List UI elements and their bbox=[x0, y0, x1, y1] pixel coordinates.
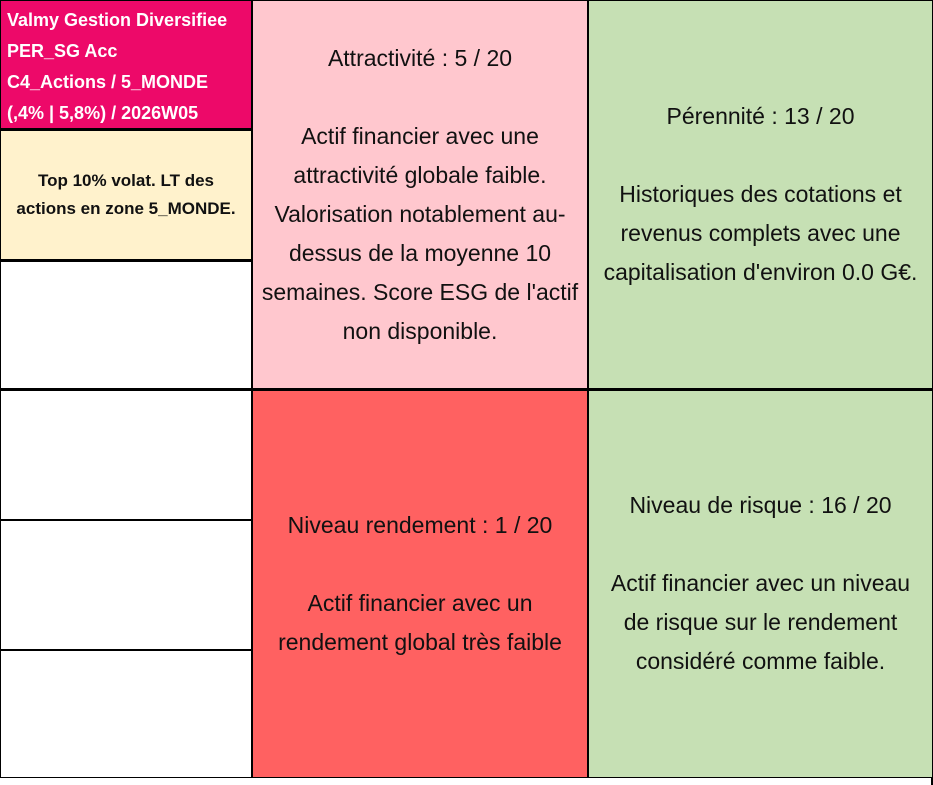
volatility-note: Top 10% volat. LT des actions en zone 5_MONDE. bbox=[16, 171, 236, 218]
fund-title-cell bbox=[0, 0, 252, 130]
blank-cell-1 bbox=[0, 261, 252, 389]
rendement-cell bbox=[252, 389, 588, 778]
attractivite-body: Actif financier avec une attractivité globale faible. Valorisation notablement au-dessus de la moyenne 10 semaines. Score ESG de l'actif non disponible. bbox=[261, 122, 579, 344]
risque-cell bbox=[588, 389, 933, 778]
rendement-body: Actif financier avec un rendement global très faible bbox=[278, 589, 562, 655]
perennite-heading: Pérennité : 13 / 20 bbox=[666, 103, 855, 129]
blank-cell-2 bbox=[0, 389, 252, 520]
risque-body: Actif financier avec un niveau de risque sur le rendement considéré comme faible. bbox=[610, 570, 911, 674]
fund-name: Valmy Gestion Diversifiee bbox=[7, 10, 228, 30]
bottom-border bbox=[0, 777, 933, 778]
fund-period: (,4% | 5,8%) / 2026W05 bbox=[7, 103, 199, 123]
fund-category: C4_Actions / 5_MONDE bbox=[7, 72, 209, 92]
perennite-body: Historiques des cotations et revenus complets avec une capitalisation d'environ 0.0 G€. bbox=[603, 181, 918, 285]
blank-cell-4 bbox=[0, 650, 252, 778]
blank-cell-3 bbox=[0, 520, 252, 650]
row-divider bbox=[0, 388, 933, 391]
risque-heading: Niveau de risque : 16 / 20 bbox=[629, 492, 892, 518]
volatility-note-cell bbox=[0, 130, 252, 261]
rendement-heading: Niveau rendement : 1 / 20 bbox=[287, 511, 553, 538]
perennite-cell bbox=[588, 0, 933, 389]
fund-share-class: PER_SG Acc bbox=[7, 41, 118, 61]
attractivite-cell bbox=[252, 0, 588, 389]
attractivite-heading: Attractivité : 5 / 20 bbox=[327, 44, 513, 71]
